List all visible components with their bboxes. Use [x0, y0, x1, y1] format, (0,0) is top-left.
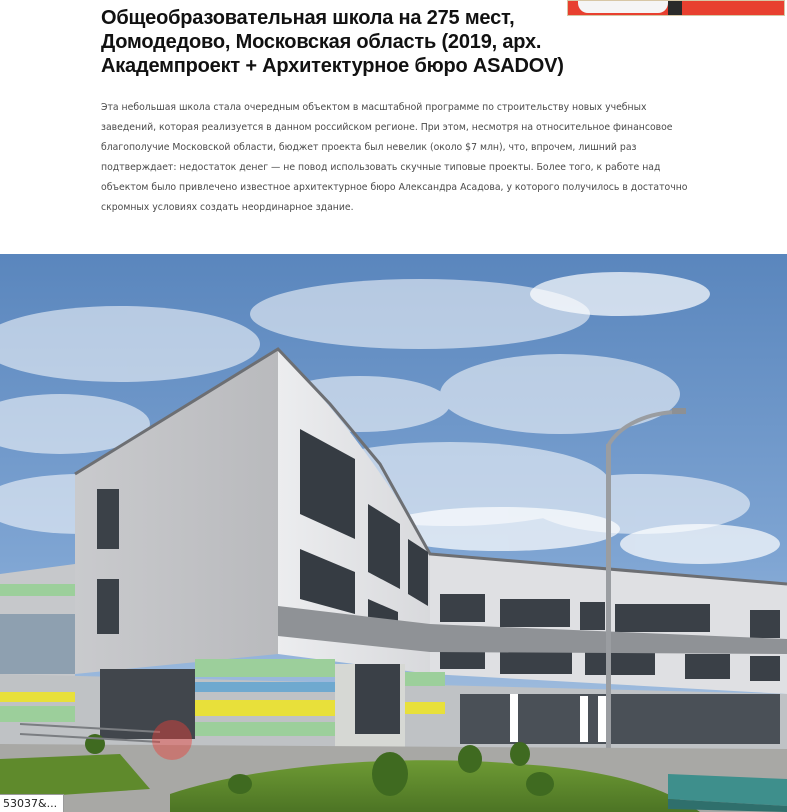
article-title: Общеобразовательная школа на 275 мест, Домодедово, Московская область (2019, арх. Академпроект + Архитектурное бюро ASADOV) [101, 7, 564, 77]
article-lead-paragraph: Эта небольшая школа стала очередным объектом в масштабной программе по строительству новых учебных заведений, которая реализуется в данном российском регионе. При этом, несмотря на относительное финансовое благополучие Московской области, бюджет проекта был невелик (около $7 млн), что, впрочем, лишний раз подтверждает: недостаток денег — не повод использовать скучные типовые проекты. Более того, к работе над объектом было привлечено известное архитектурное бюро Александра Асадова, у которого получилось в достаточно скромных условиях создать неординарное здание. [101, 102, 688, 213]
school-building-photo [0, 254, 787, 812]
thumbnail-shadow [668, 1, 682, 15]
status-url-tooltip: 53037&... [0, 794, 64, 812]
thumbnail-object [578, 1, 668, 13]
related-article-thumbnail[interactable] [567, 0, 785, 16]
